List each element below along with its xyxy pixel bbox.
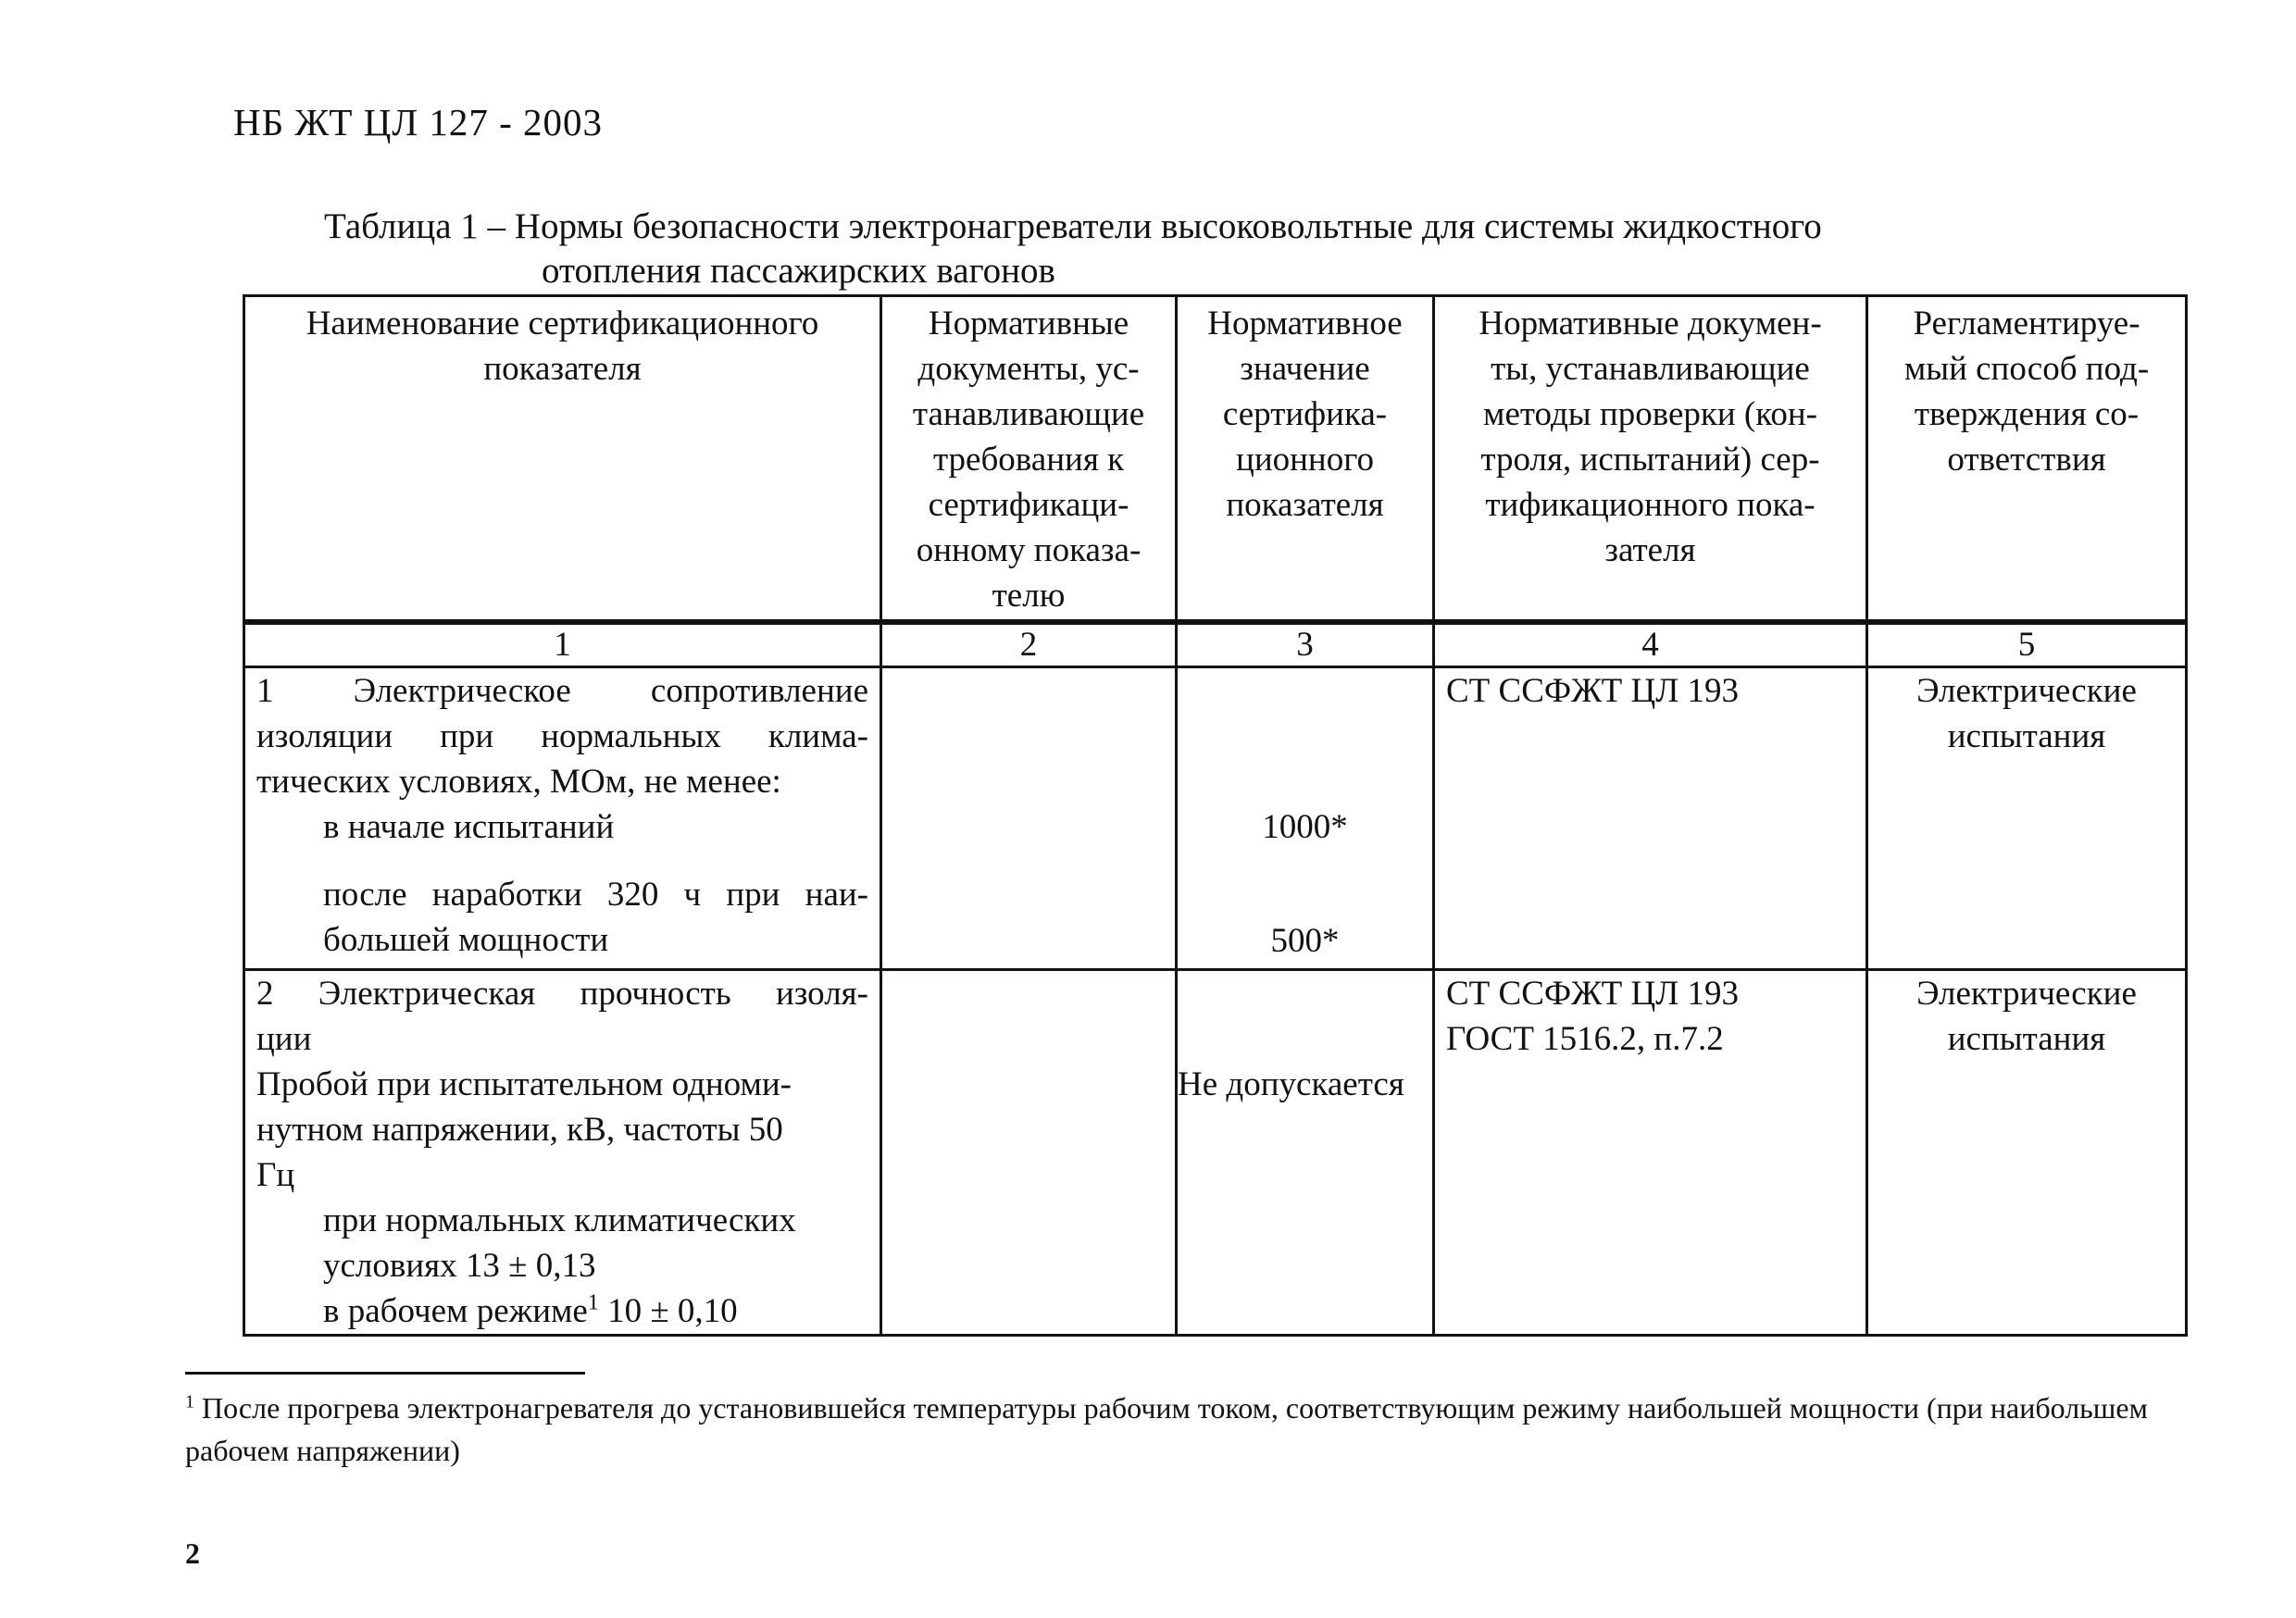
- table-row: [244, 667, 2187, 970]
- table-caption-line-2: отопления пассажирских вагонов: [542, 251, 1055, 291]
- column-number-cell: 3: [1177, 624, 1434, 667]
- column-number-cell: 4: [1434, 624, 1867, 667]
- confirmation-cell: Электрические испытания: [1867, 667, 2187, 970]
- header-cell-requirements-docs: Нормативные документы, ус- танавливающие требования к сертификаци- онному показа- телю: [881, 296, 1177, 621]
- requirements-docs-cell: [881, 970, 1177, 1336]
- column-number-cell: 2: [881, 624, 1177, 667]
- footnote-divider: [185, 1372, 585, 1375]
- normative-value-cell: 1000* 500*: [1177, 667, 1434, 970]
- table-row: [244, 970, 2187, 1336]
- normative-value-cell: Не допускается: [1177, 970, 1434, 1336]
- header-cell-confirmation: Регламентируе- мый способ под- тверждения со- ответствия: [1867, 296, 2187, 621]
- header-cell-normative-value: Нормативное значение сертифика- ционного показателя: [1177, 296, 1434, 621]
- requirements-docs-cell: [881, 667, 1177, 970]
- footnote-mark: 1: [185, 1391, 194, 1413]
- table-body: [243, 622, 2188, 1337]
- confirmation-cell: Электрические испытания: [1867, 970, 2187, 1336]
- indicator-name-cell: 1 Электрическое сопротивление изоляции при нормальных клима- тических условиях, МОм, не менее: в начале испытаний после наработки 320 ч при наи- большей мощности: [244, 667, 881, 970]
- page-number: 2: [185, 1537, 200, 1570]
- table-header: [243, 294, 2188, 622]
- column-number-cell: 1: [244, 624, 881, 667]
- table-caption-line-1: Таблица 1 – Нормы безопасности электронагреватели высоковольтные для системы жидкостного: [324, 206, 1822, 246]
- test-method-cell: СТ ССФЖТ ЦЛ 193 ГОСТ 1516.2, п.7.2: [1434, 970, 1867, 1336]
- test-method-cell: СТ ССФЖТ ЦЛ 193: [1434, 667, 1867, 970]
- column-number-row: [244, 624, 2187, 667]
- footnote: $^1$ После прогрева электронагревателя до установившейся температуры рабочим током, соответствующим режиму наибольшей мощности (при наибольшем рабочем напряжении): [185, 1391, 2148, 1467]
- footnote-reference: 1: [587, 1290, 599, 1315]
- header-cell-name: Наименование сертификационного показателя: [244, 296, 881, 621]
- indicator-name-cell: 2 Электрическая прочность изоля- ции Пробой при испытательном одноми- нутном напряжении, кВ, частоты 50 Гц при нормальных климатических условиях 13 ± 0,13 в рабочем режиме$^1$ 10 ± 0,10: [244, 970, 881, 1336]
- column-number-cell: 5: [1867, 624, 2187, 667]
- header-cell-test-methods: Нормативные докумен- ты, устанавливающие методы проверки (кон- троля, испытаний) сер- тификационного пока- зателя: [1434, 296, 1867, 621]
- document-code: НБ ЖТ ЦЛ 127 - 2003: [233, 101, 604, 143]
